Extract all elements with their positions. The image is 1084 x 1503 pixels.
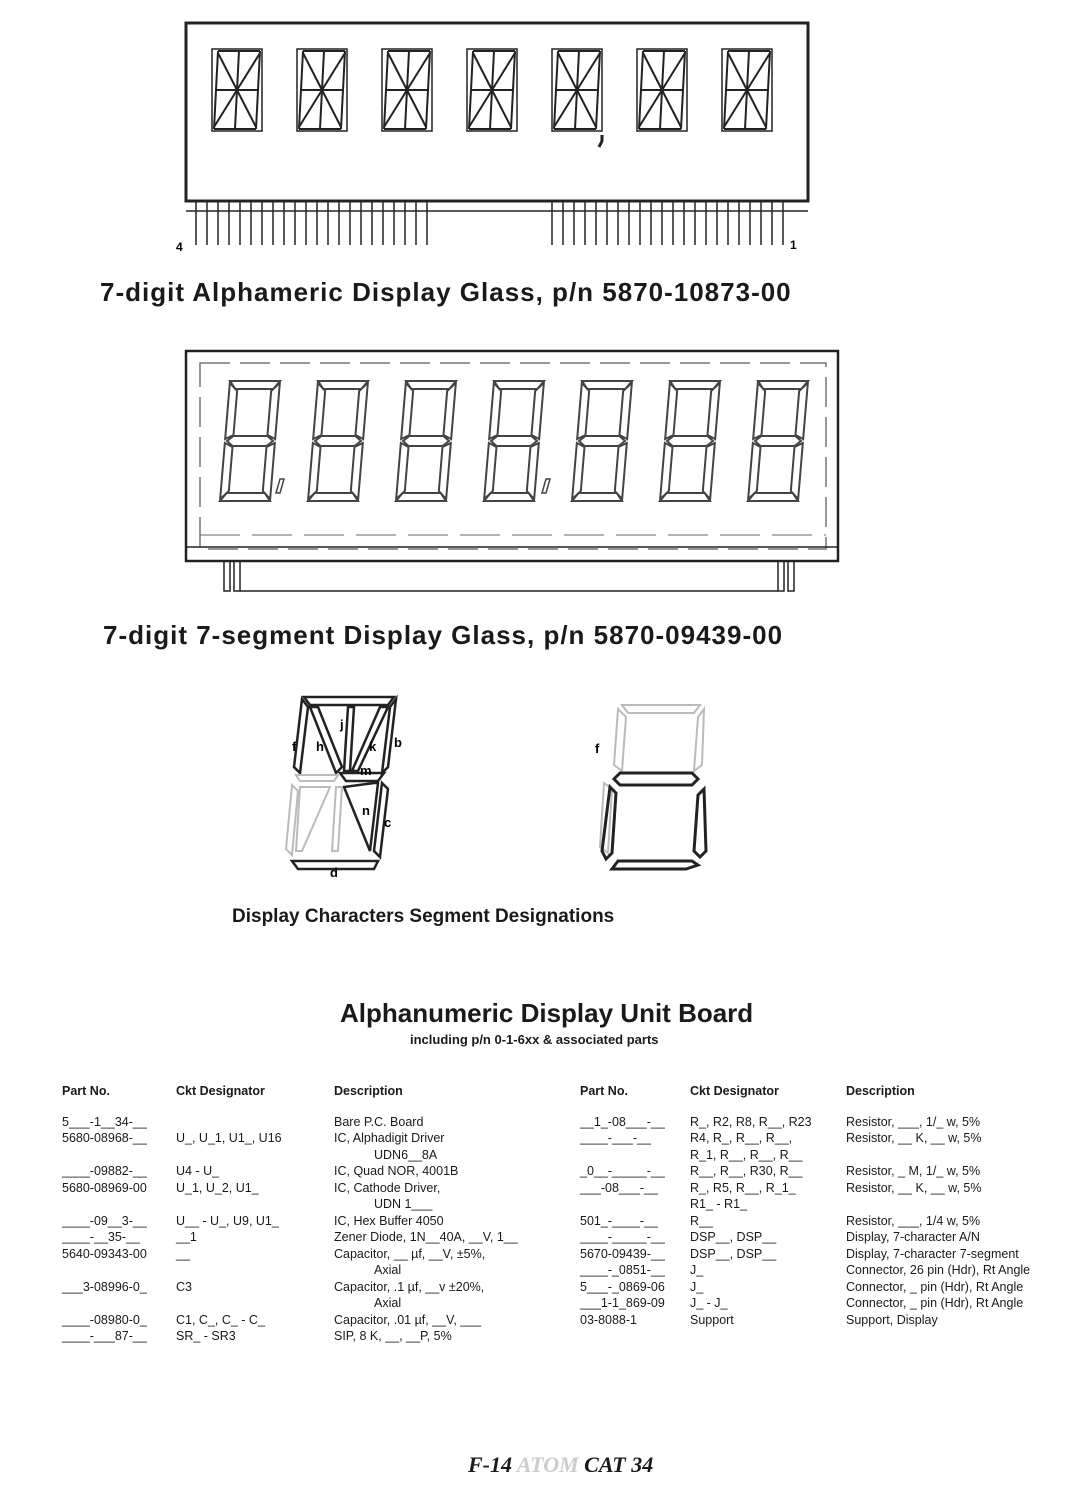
table-row bbox=[580, 1295, 1036, 1312]
part-number-cell: ____-09882-__ bbox=[62, 1164, 147, 1178]
column-header-part-no: Part No. bbox=[62, 1084, 110, 1098]
ckt-designator-cell: __ bbox=[176, 1246, 190, 1261]
table-header-row bbox=[580, 1083, 1036, 1114]
table-row bbox=[62, 1312, 524, 1329]
parts-table-left-container bbox=[62, 1083, 572, 1345]
description-cell: Resistor, _ M, 1/_ w, 5% bbox=[846, 1164, 981, 1178]
ckt-designator-cell bbox=[176, 1114, 334, 1131]
part-number-cell: 5670-09439-__ bbox=[580, 1246, 665, 1261]
description-cell bbox=[846, 1196, 1036, 1213]
description-cell: Resistor, ___, 1/4 w, 5% bbox=[846, 1213, 981, 1228]
table-row bbox=[62, 1328, 524, 1345]
ckt-designator-cell: Support bbox=[690, 1312, 734, 1327]
part-number-cell: _0__-_____-__ bbox=[580, 1164, 665, 1178]
description-cell: Resistor, __ K, __ w, 5% bbox=[846, 1180, 982, 1195]
ckt-designator-cell: __1 bbox=[176, 1230, 197, 1244]
segment-label-d: d bbox=[330, 865, 338, 880]
ckt-designator-cell: U4 - U_ bbox=[176, 1164, 220, 1178]
description-cell: IC, Hex Buffer 4050 bbox=[334, 1213, 444, 1228]
ckt-designator-cell: J_ bbox=[690, 1279, 704, 1294]
footer-separator: ATOM bbox=[516, 1452, 579, 1477]
alpha-character-faint-segments bbox=[286, 775, 342, 855]
ckt-designator-cell: DSP__, DSP__ bbox=[690, 1230, 777, 1244]
table-row bbox=[62, 1262, 524, 1279]
description-cell: Display, 7-character 7-segment bbox=[846, 1246, 1019, 1261]
segment-label-m: m bbox=[360, 763, 372, 778]
part-number-cell: ____-08980-0_ bbox=[62, 1312, 147, 1327]
table-row bbox=[580, 1130, 1036, 1147]
part-number-cell: 5680-08968-__ bbox=[62, 1131, 147, 1145]
ckt-designator-cell: DSP__, DSP__ bbox=[690, 1246, 777, 1261]
part-number-cell bbox=[580, 1147, 690, 1164]
table-row bbox=[62, 1229, 524, 1246]
ckt-designator-cell bbox=[176, 1147, 334, 1164]
part-number-cell bbox=[580, 1196, 690, 1213]
table-row bbox=[62, 1130, 524, 1147]
alphameric-glass-drawing bbox=[170, 15, 820, 255]
description-cell: IC, Cathode Driver, bbox=[334, 1180, 441, 1195]
part-number-cell: 5680-08969-00 bbox=[62, 1180, 147, 1195]
board-subtitle: including p/n 0-1-6xx & associated parts bbox=[410, 1032, 659, 1047]
ckt-designator-cell: U_, U_1, U1_, U16 bbox=[176, 1131, 282, 1145]
table-row bbox=[580, 1180, 1036, 1197]
table-row bbox=[580, 1147, 1036, 1164]
column-header-ckt-designator: Ckt Designator bbox=[176, 1084, 265, 1098]
alpha-character-outline bbox=[292, 697, 396, 869]
part-number-cell bbox=[62, 1295, 176, 1312]
parts-table-right bbox=[580, 1083, 1036, 1328]
description-cell: Support, Display bbox=[846, 1312, 938, 1327]
board-title: Alphanumeric Display Unit Board bbox=[340, 998, 754, 1028]
part-number-cell bbox=[62, 1262, 176, 1279]
description-cell: Capacitor, .01 µf, __V, ___ bbox=[334, 1312, 482, 1327]
ckt-designator-cell: U_1, U_2, U1_ bbox=[176, 1180, 259, 1195]
part-number-cell: ___-08___-__ bbox=[580, 1180, 658, 1195]
ckt-designator-cell: C3 bbox=[176, 1279, 192, 1294]
catalog-number: CAT 34 bbox=[584, 1452, 654, 1477]
part-number-cell: ____-_0851-__ bbox=[580, 1263, 665, 1277]
page-footer bbox=[468, 1452, 653, 1478]
table-row bbox=[62, 1114, 524, 1131]
column-header-description: Description bbox=[334, 1084, 403, 1098]
description-cell: Axial bbox=[374, 1296, 402, 1310]
seven-segment-glass-caption: 7-digit 7-segment Display Glass, p/n 5870-09439-00 bbox=[103, 620, 784, 650]
segment-label-j: j bbox=[340, 717, 344, 732]
table-row bbox=[580, 1114, 1036, 1131]
column-header-part-no: Part No. bbox=[580, 1084, 628, 1098]
description-cell: UDN6__8A bbox=[374, 1147, 438, 1162]
ckt-designator-cell: C1, C_, C_ - C_ bbox=[176, 1312, 265, 1327]
table-row bbox=[580, 1229, 1036, 1246]
part-number-cell: ____-09__3-__ bbox=[62, 1213, 147, 1228]
pin-row bbox=[196, 201, 783, 245]
description-cell: Axial bbox=[374, 1263, 402, 1277]
table-row bbox=[580, 1213, 1036, 1230]
description-cell: IC, Quad NOR, 4001B bbox=[334, 1164, 459, 1178]
ckt-designator-cell: R1_ - R1_ bbox=[690, 1197, 747, 1211]
segment-designations-figure bbox=[270, 675, 740, 885]
table-row bbox=[580, 1279, 1036, 1296]
parts-table-right-container bbox=[580, 1083, 1080, 1328]
part-number-cell: ___3-08996-0_ bbox=[62, 1279, 147, 1294]
alphameric-glass-caption: 7-digit Alphameric Display Glass, p/n 5870-10873-00 bbox=[100, 277, 792, 307]
part-number-cell bbox=[62, 1147, 176, 1164]
description-cell: Display, 7-character A/N bbox=[846, 1230, 980, 1244]
ckt-designator-cell: R_, R5, R__, R_1_ bbox=[690, 1180, 796, 1195]
description-cell: Resistor, ___, 1/_ w, 5% bbox=[846, 1114, 981, 1129]
table-row bbox=[580, 1196, 1036, 1213]
ckt-designator-cell bbox=[176, 1262, 334, 1279]
description-cell: Connector, _ pin (Hdr), Rt Angle bbox=[846, 1279, 1024, 1294]
table-row bbox=[580, 1246, 1036, 1263]
table-row bbox=[580, 1163, 1036, 1180]
ckt-designator-cell: R4, R_, R__, R__, bbox=[690, 1131, 793, 1145]
description-cell: Capacitor, .1 µf, __v ±20%, bbox=[334, 1279, 485, 1294]
seven-segment-character-outline bbox=[602, 773, 706, 869]
table-row bbox=[580, 1312, 1036, 1329]
segment-label-n: n bbox=[362, 803, 370, 818]
table-row bbox=[62, 1196, 524, 1213]
segment-designations-drawing bbox=[270, 675, 740, 885]
table-header-row bbox=[62, 1083, 524, 1114]
segment-label-h: h bbox=[316, 739, 324, 754]
part-number-cell: __1_-08___-__ bbox=[580, 1114, 665, 1129]
ckt-designator-cell: R_1, R__, R__, R__ bbox=[690, 1147, 803, 1162]
description-cell: Zener Diode, 1N__40A, __V, 1__ bbox=[334, 1230, 518, 1244]
segment-label-b: b bbox=[394, 735, 402, 750]
part-number-cell: ____-___87-__ bbox=[62, 1329, 147, 1343]
segment-label-f: f bbox=[292, 739, 297, 754]
table-row bbox=[62, 1163, 524, 1180]
ckt-designator-cell: SR_ - SR3 bbox=[176, 1329, 236, 1343]
column-header-description: Description bbox=[846, 1084, 915, 1098]
part-number-cell bbox=[62, 1196, 176, 1213]
part-number-cell: 5640-09343-00 bbox=[62, 1246, 147, 1261]
ckt-designator-cell: R__ bbox=[690, 1213, 713, 1228]
pin-label-right: 1 bbox=[790, 238, 797, 252]
part-number-cell: 5___-_0869-06 bbox=[580, 1279, 665, 1294]
alphameric-glass-figure bbox=[170, 15, 820, 255]
segment-label-k: k bbox=[369, 739, 377, 754]
seven-segment-glass-figure bbox=[180, 345, 850, 605]
ckt-designator-cell bbox=[176, 1295, 334, 1312]
table-row bbox=[580, 1262, 1036, 1279]
part-number-cell: 501_-____-__ bbox=[580, 1213, 658, 1228]
part-number-cell: ____-__35-__ bbox=[62, 1230, 140, 1244]
part-number-cell: 5___-1__34-__ bbox=[62, 1114, 147, 1129]
description-cell: IC, Alphadigit Driver bbox=[334, 1131, 445, 1145]
page-number: F-14 bbox=[468, 1452, 512, 1477]
table-row bbox=[62, 1246, 524, 1263]
description-cell: Capacitor, __ µf, __V, ±5%, bbox=[334, 1246, 486, 1261]
table-row bbox=[62, 1295, 524, 1312]
ckt-designator-cell: J_ bbox=[690, 1263, 704, 1277]
description-cell: Connector, _ pin (Hdr), Rt Angle bbox=[846, 1296, 1024, 1310]
ckt-designator-cell: R_, R2, R8, R__, R23 bbox=[690, 1114, 812, 1129]
ckt-designator-cell: J_ - J_ bbox=[690, 1296, 728, 1310]
column-header-ckt-designator: Ckt Designator bbox=[690, 1084, 779, 1098]
part-number-cell: ___1-1_869-09 bbox=[580, 1296, 665, 1310]
description-cell: Resistor, __ K, __ w, 5% bbox=[846, 1131, 982, 1145]
description-cell: UDN 1___ bbox=[374, 1197, 433, 1211]
ckt-designator-cell bbox=[176, 1196, 334, 1213]
ckt-designator-cell: R__, R__, R30, R__ bbox=[690, 1164, 803, 1178]
parts-table-left bbox=[62, 1083, 524, 1345]
description-cell: SIP, 8 K, __, __P, 5% bbox=[334, 1329, 452, 1343]
part-number-cell: 03-8088-1 bbox=[580, 1312, 637, 1327]
table-row bbox=[62, 1279, 524, 1296]
segment-designations-caption: Display Characters Segment Designations bbox=[232, 906, 615, 927]
segment-label-c: c bbox=[384, 815, 392, 830]
pin-label-left: 4 bbox=[176, 240, 183, 254]
description-cell: Connector, 26 pin (Hdr), Rt Angle bbox=[846, 1263, 1031, 1277]
segment-label-f-7seg: f bbox=[595, 741, 600, 756]
table-row bbox=[62, 1180, 524, 1197]
part-number-cell: ____-___-__ bbox=[580, 1131, 651, 1145]
description-cell: Bare P.C. Board bbox=[334, 1114, 424, 1129]
seven-segment-glass-drawing bbox=[180, 345, 850, 605]
part-number-cell: ____-_____-__ bbox=[580, 1230, 665, 1244]
table-row bbox=[62, 1147, 524, 1164]
ckt-designator-cell: U__ - U_, U9, U1_ bbox=[176, 1213, 279, 1228]
table-row bbox=[62, 1213, 524, 1230]
description-cell bbox=[846, 1147, 1036, 1164]
